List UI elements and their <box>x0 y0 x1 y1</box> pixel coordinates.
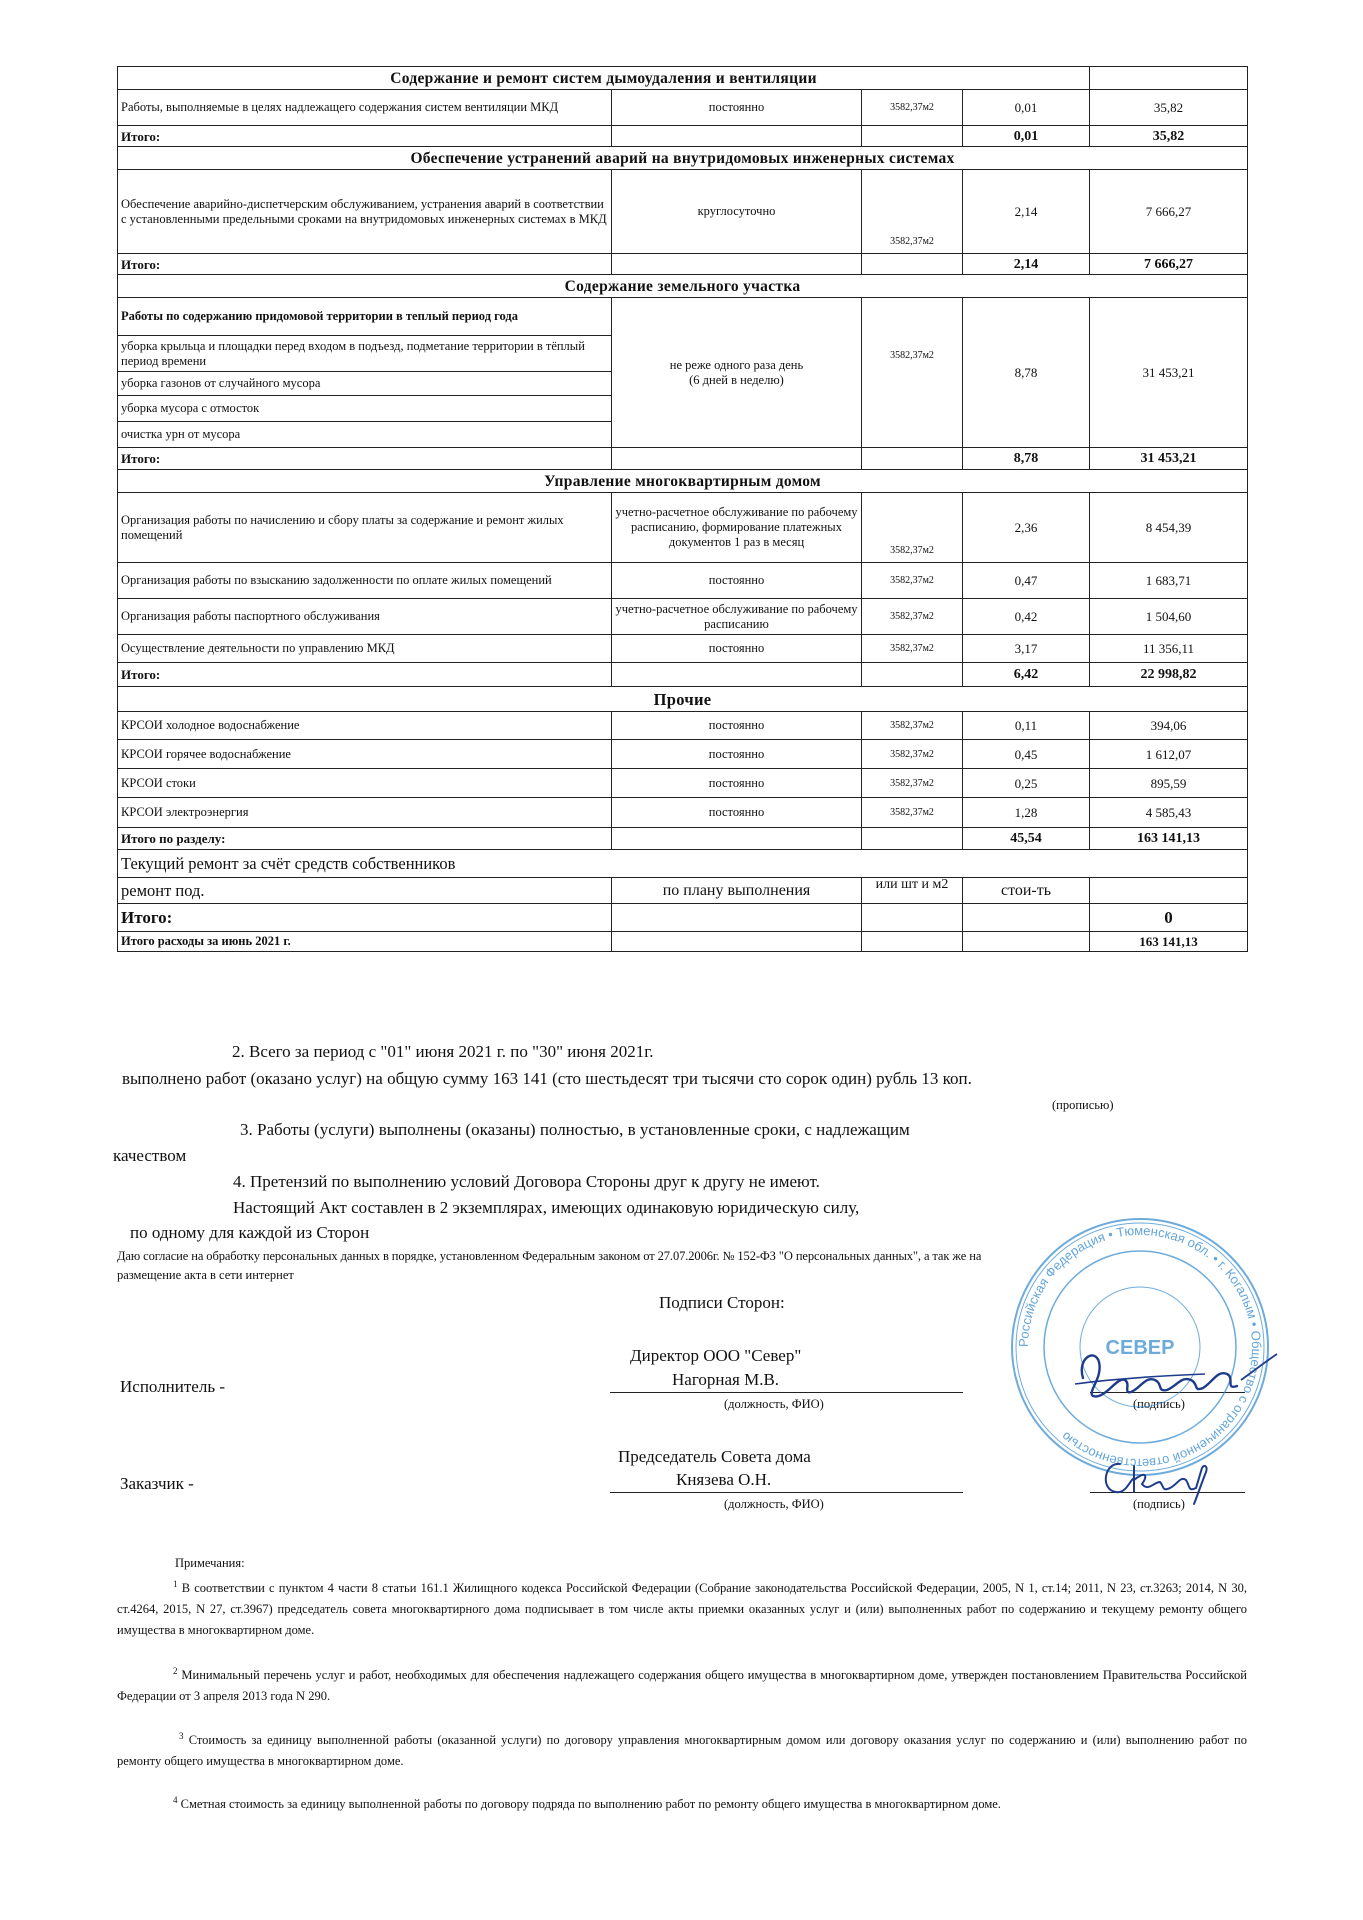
table-row <box>118 798 1248 828</box>
repair-total-sum: 0 <box>1090 904 1248 932</box>
service-area: 3582,37м2 <box>862 769 963 798</box>
total-label: Итого: <box>118 663 612 687</box>
note-4-text: Сметная стоимость за единицу выполненной работы по договору подряда по выполнению работ по ремонту общего имущества в многоквартирном доме. <box>180 1797 1001 1811</box>
service-sum: 8 454,39 <box>1090 493 1248 563</box>
repair-cost-label: стои-ть <box>963 878 1090 904</box>
note-1-mark: 1 <box>173 1578 178 1589</box>
service-area: 3582,37м2 <box>862 298 963 448</box>
service-sum: 35,82 <box>1090 90 1248 126</box>
service-rate: 2,36 <box>963 493 1090 563</box>
paragraph-5-line-1: Настоящий Акт составлен в 2 экземплярах, имеющих одинаковую юридическую силу, <box>233 1198 860 1217</box>
service-sum: 1 504,60 <box>1090 599 1248 635</box>
section-header-row <box>118 147 1248 170</box>
grand-total-sum: 163 141,13 <box>1090 932 1248 952</box>
total-sum: 22 998,82 <box>1090 663 1248 687</box>
service-name: Организация работы по взысканию задолженности по оплате жилых помещений <box>118 563 612 599</box>
section-header-row <box>118 67 1248 90</box>
customer-signature <box>1090 1446 1240 1506</box>
grand-total-row <box>118 932 1248 952</box>
executor-fio-line <box>610 1392 963 1393</box>
note-4-mark: 4 <box>173 1794 178 1805</box>
section-header-row <box>118 850 1248 878</box>
note-1 <box>117 1578 1247 1641</box>
service-rate: 0,11 <box>963 712 1090 740</box>
note-2 <box>117 1665 1247 1707</box>
total-row <box>118 904 1248 932</box>
total-rate: 8,78 <box>963 448 1090 470</box>
executor-fio-hint: (должность, ФИО) <box>724 1397 824 1411</box>
customer-name: Князева О.Н. <box>676 1470 772 1489</box>
service-sum: 11 356,11 <box>1090 635 1248 663</box>
total-row <box>118 126 1248 147</box>
total-row <box>118 448 1248 470</box>
service-rate: 3,17 <box>963 635 1090 663</box>
executor-signature <box>1065 1340 1285 1410</box>
repair-unit: или шт и м2 <box>862 878 963 904</box>
section-total-row <box>118 828 1248 850</box>
service-rate: 0,47 <box>963 563 1090 599</box>
total-row <box>118 663 1248 687</box>
executor-sign-hint: (подпись) <box>1133 1397 1185 1411</box>
section-total-sum: 163 141,13 <box>1090 828 1248 850</box>
table-row <box>118 635 1248 663</box>
service-rate: 0,42 <box>963 599 1090 635</box>
service-sum: 31 453,21 <box>1090 298 1248 448</box>
total-rate: 6,42 <box>963 663 1090 687</box>
total-row <box>118 254 1248 275</box>
stamp-ring-text: Российская Федерация • Тюменская обл. • г. Когалым • Общество с ограниченной ответственностью <box>1015 1222 1265 1472</box>
service-sum: 7 666,27 <box>1090 170 1248 254</box>
note-1-text: В соответствии с пунктом 4 части 8 статьи 161.1 Жилищного кодекса Российской Федерации (Собрание законодательства Российской Федерации, 2005, N 1, ст.14; 2011, N 23, ст.3263; 2014, N 30, ст.4264, 2015, N 27, ст.3967) председатель совета многоквартирного дома подписывает в том числе акты приемки оказанных услуг и (или) выполненных работ по содержанию и текущему ремонту общего имущества в многоквартирном доме. <box>117 1581 1248 1637</box>
service-period: круглосуточно <box>612 170 862 254</box>
repair-name: ремонт под. <box>118 878 612 904</box>
customer-sign-hint: (подпись) <box>1133 1497 1185 1511</box>
paragraph-4: 4. Претензий по выполнению условий Договора Стороны друг к другу не имеют. <box>233 1172 820 1191</box>
section-title-repair: Текущий ремонт за счёт средств собственников <box>118 850 1248 878</box>
service-area: 3582,37м2 <box>862 563 963 599</box>
grand-total-label: Итого расходы за июнь 2021 г. <box>118 932 612 952</box>
total-label: Итого: <box>118 126 612 147</box>
land-item: уборка крыльца и площадки перед входом в подъезд, подметание территории в тёплый период времени <box>118 336 612 372</box>
table-row <box>118 493 1248 563</box>
service-name: Организация работы по начислению и сбору платы за содержание и ремонт жилых помещений <box>118 493 612 563</box>
service-period: постоянно <box>612 769 862 798</box>
service-name: КРСОИ стоки <box>118 769 612 798</box>
services-table <box>117 66 1248 952</box>
repair-total-label: Итого: <box>118 904 612 932</box>
service-rate: 0,01 <box>963 90 1090 126</box>
service-area: 3582,37м2 <box>862 712 963 740</box>
table-row <box>118 878 1248 904</box>
paragraph-3-line-1: 3. Работы (услуги) выполнены (оказаны) полностью, в установленные сроки, с надлежащим <box>240 1120 910 1139</box>
service-name: КРСОИ холодное водоснабжение <box>118 712 612 740</box>
customer-fio-line <box>610 1492 963 1493</box>
service-sum: 394,06 <box>1090 712 1248 740</box>
service-name: КРСОИ горячее водоснабжение <box>118 740 612 769</box>
stamp-inner-text: СЕВЕР <box>1105 1337 1175 1359</box>
section-header-row <box>118 687 1248 712</box>
table-row <box>118 769 1248 798</box>
customer-fio-hint: (должность, ФИО) <box>724 1497 824 1511</box>
service-name: Организация работы паспортного обслуживания <box>118 599 612 635</box>
service-name: Обеспечение аварийно-диспетчерским обслуживанием, устранения аварий в соответствии с установленными предельными сроками на внутридомовых инженерных системах в МКД <box>118 170 612 254</box>
executor-name: Нагорная М.В. <box>672 1370 780 1389</box>
table-row <box>118 170 1248 254</box>
table-row <box>118 599 1248 635</box>
service-rate: 8,78 <box>963 298 1090 448</box>
note-2-mark: 2 <box>173 1665 178 1676</box>
service-area: 3582,37м2 <box>862 90 963 126</box>
table-row <box>118 90 1248 126</box>
section-title-other: Прочие <box>118 687 1248 712</box>
total-sum: 35,82 <box>1090 126 1248 147</box>
signatures-heading: Подписи Сторон: <box>659 1293 785 1312</box>
table-row <box>118 563 1248 599</box>
service-area: 3582,37м2 <box>862 170 963 254</box>
service-area: 3582,37м2 <box>862 798 963 828</box>
service-period: постоянно <box>612 90 862 126</box>
section-title-land: Содержание земельного участка <box>118 275 1248 298</box>
customer-position: Председатель Совета дома <box>618 1447 811 1466</box>
paragraph-2-line-2: выполнено работ (оказано услуг) на общую сумму 163 141 (сто шестьдесят три тысячи сто сорок один) рубль 13 коп. <box>122 1069 972 1088</box>
service-name: КРСОИ электроэнергия <box>118 798 612 828</box>
service-sum: 4 585,43 <box>1090 798 1248 828</box>
section-header-row <box>118 275 1248 298</box>
paragraph-5-line-2: по одному для каждой из Сторон <box>130 1223 370 1242</box>
service-name: Осуществление деятельности по управлению МКД <box>118 635 612 663</box>
notes-heading: Примечания: <box>175 1556 245 1570</box>
service-period: постоянно <box>612 798 862 828</box>
service-name: Работы, выполняемые в целях надлежащего содержания систем вентиляции МКД <box>118 90 612 126</box>
total-label: Итого: <box>118 448 612 470</box>
consent-line-2: размещение акта в сети интернет <box>117 1268 294 1282</box>
land-item: уборка мусора с отмосток <box>118 396 612 422</box>
section-title-management: Управление многоквартирным домом <box>118 470 1248 493</box>
service-sum: 895,59 <box>1090 769 1248 798</box>
section-total-label: Итого по разделу: <box>118 828 612 850</box>
total-rate: 0,01 <box>963 126 1090 147</box>
service-period: учетно-расчетное обслуживание по рабочему расписанию <box>612 599 862 635</box>
service-rate: 2,14 <box>963 170 1090 254</box>
table-row <box>118 740 1248 769</box>
executor-position: Директор ООО "Север" <box>630 1346 802 1365</box>
service-period: учетно-расчетное обслуживание по рабочему расписанию, формирование платежных документов 1 раз в месяц <box>612 493 862 563</box>
service-period: постоянно <box>612 740 862 769</box>
service-area: 3582,37м2 <box>862 599 963 635</box>
service-area: 3582,37м2 <box>862 493 963 563</box>
section-title-emergency: Обеспечение устранений аварий на внутридомовых инженерных системах <box>118 147 1248 170</box>
note-3-text: Стоимость за единицу выполненной работы (оказанной услуги) по договору управления многоквартирным домом или договору оказания услуг по содержанию и (или) выполнению работ по ремонту общего имущества в многоквартирном доме. <box>117 1733 1247 1768</box>
section-title-ventilation: Содержание и ремонт систем дымоудаления и вентиляции <box>118 67 1090 90</box>
customer-role: Заказчик - <box>120 1474 194 1493</box>
service-rate: 0,25 <box>963 769 1090 798</box>
service-sum: 1 612,07 <box>1090 740 1248 769</box>
land-item: уборка газонов от случайного мусора <box>118 372 612 396</box>
executor-role: Исполнитель - <box>120 1377 225 1396</box>
paragraph-2-line-1: 2. Всего за период с "01" июня 2021 г. по "30" июня 2021г. <box>232 1042 654 1061</box>
service-sum: 1 683,71 <box>1090 563 1248 599</box>
note-4 <box>117 1794 1247 1815</box>
total-sum: 31 453,21 <box>1090 448 1248 470</box>
paragraph-2-hint: (прописью) <box>1052 1098 1114 1112</box>
service-period: постоянно <box>612 712 862 740</box>
service-rate: 0,45 <box>963 740 1090 769</box>
section-header-row <box>118 470 1248 493</box>
note-3 <box>117 1730 1247 1772</box>
service-area: 3582,37м2 <box>862 635 963 663</box>
section-total-rate: 45,54 <box>963 828 1090 850</box>
note-2-text: Минимальный перечень услуг и работ, необходимых для обеспечения надлежащего содержания общего имущества в многоквартирном доме, утвержден постановлением Правительства Российской Федерации от 3 апреля 2013 года N 290. <box>117 1668 1247 1703</box>
land-item-heading: Работы по содержанию придомовой территории в теплый период года <box>118 298 612 336</box>
total-label: Итого: <box>118 254 612 275</box>
table-row <box>118 712 1248 740</box>
service-area: 3582,37м2 <box>862 740 963 769</box>
service-period: постоянно <box>612 635 862 663</box>
service-period: постоянно <box>612 563 862 599</box>
total-sum: 7 666,27 <box>1090 254 1248 275</box>
paragraph-3-line-2: качеством <box>113 1146 187 1165</box>
note-3-mark: 3 <box>179 1730 184 1741</box>
table-row <box>118 298 1248 336</box>
service-period: не реже одного раза день (6 дней в неделю) <box>612 298 862 448</box>
repair-period: по плану выполнения <box>612 878 862 904</box>
land-item: очистка урн от мусора <box>118 422 612 448</box>
service-rate: 1,28 <box>963 798 1090 828</box>
total-rate: 2,14 <box>963 254 1090 275</box>
consent-line-1: Даю согласие на обработку персональных данных в порядке, установленном Федеральным законом от 27.07.2006г. № 152-ФЗ "О персональных данных", а так же на <box>117 1249 982 1263</box>
